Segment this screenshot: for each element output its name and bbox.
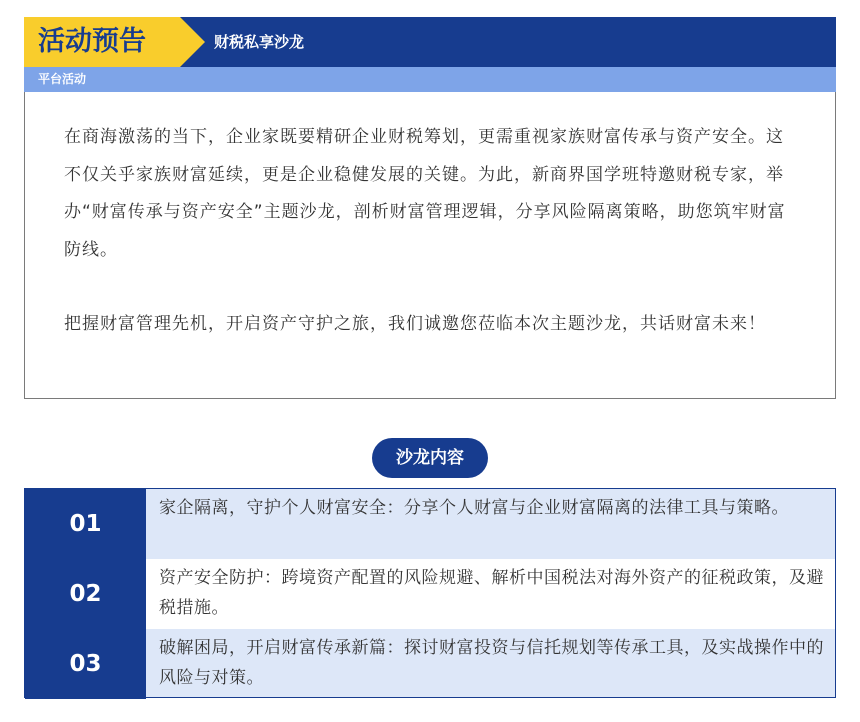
platform-activity-label: 平台活动 xyxy=(24,67,836,92)
intro-box xyxy=(24,92,836,399)
badge-arrow-shape xyxy=(180,17,205,67)
item-number: 03 xyxy=(25,629,146,699)
event-title: 财税私享沙龙 xyxy=(214,33,305,51)
list-item xyxy=(25,489,835,559)
section-title-pill: 沙龙内容 xyxy=(372,438,488,478)
item-number: 02 xyxy=(25,559,146,629)
item-text: 资产安全防护：跨境资产配置的风险规避、解析中国税法对海外资产的征税政策，及避税措施。 xyxy=(146,559,835,629)
item-text: 破解困局，开启财富传承新篇：探讨财富投资与信托规划等传承工具，及实战操作中的风险与对策。 xyxy=(159,638,824,688)
event-header xyxy=(24,17,836,67)
salon-content-list xyxy=(24,488,836,698)
event-badge: 活动预告 xyxy=(24,17,180,67)
item-number: 01 xyxy=(25,489,146,559)
list-item xyxy=(25,559,835,629)
intro-paragraph-1: 在商海激荡的当下，企业家既要精研企业财税筹划，更需重视家族财富传承与资产安全。这不仅关乎家族财富延续，更是企业稳健发展的关键。为此，新商界国学班特邀财税专家，举办“财富传承与资产安全”主题沙龙，剖析财富管理逻辑，分享风险隔离策略，助您筑牢财富防线。 xyxy=(64,127,786,260)
intro-paragraph-2: 把握财富管理先机，开启资产守护之旅，我们诚邀您莅临本次主题沙龙，共话财富未来！ xyxy=(64,314,766,334)
list-item xyxy=(25,629,835,699)
item-text: 家企隔离，守护个人财富安全：分享个人财富与企业财富隔离的法律工具与策略。 xyxy=(159,498,789,518)
